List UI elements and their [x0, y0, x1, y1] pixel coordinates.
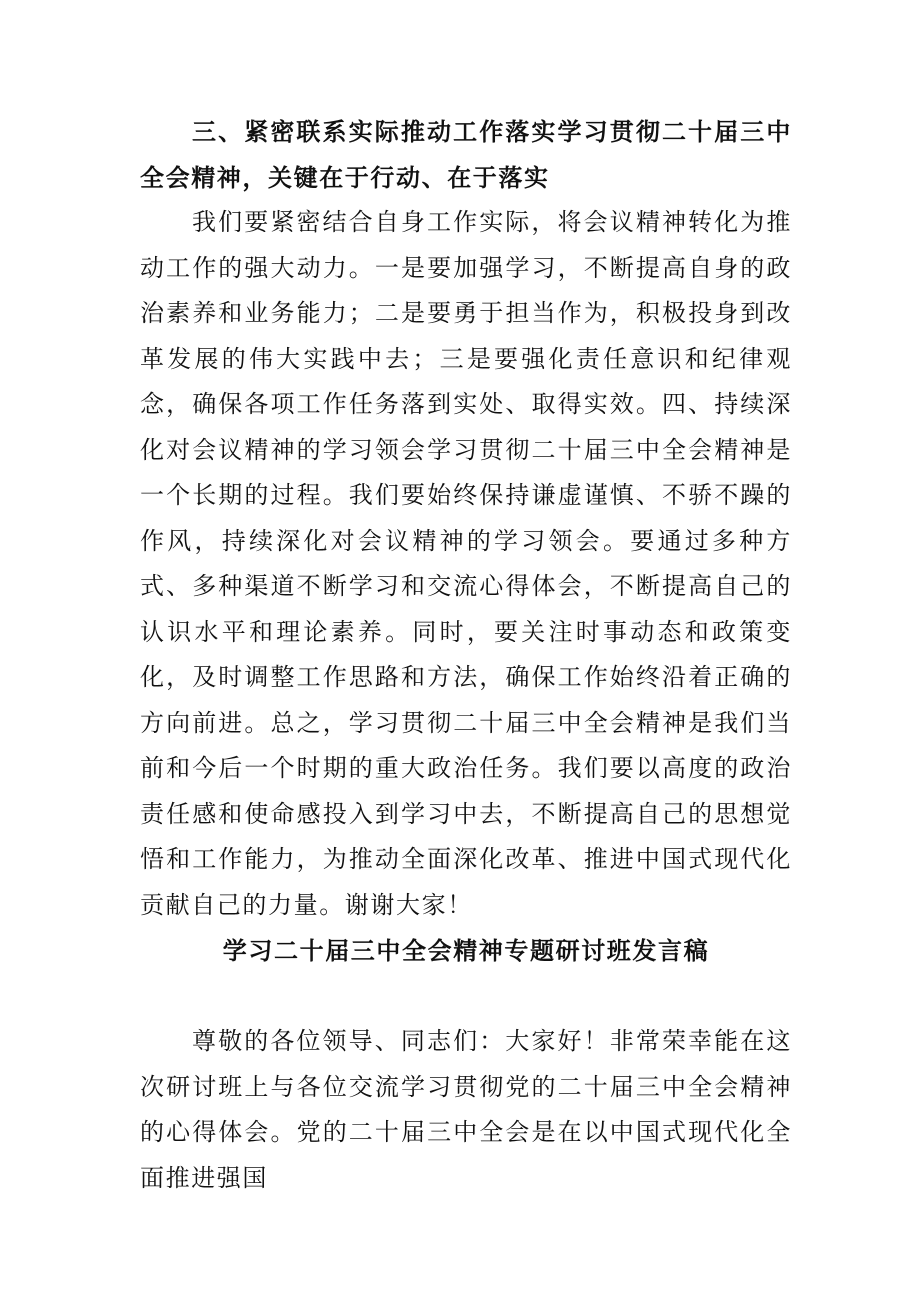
document-title: 学习二十届三中全会精神专题研讨班发言稿 [222, 936, 710, 965]
section-heading: 三、紧密联系实际推动工作落实学习贯彻二十届三中全会精神，关键在于行动、在于落实 [140, 117, 792, 192]
document-content [140, 109, 792, 1201]
opening-paragraph: 尊敬的各位领导、同志们：大家好！非常荣幸能在这次研讨班上与各位交流学习贯彻党的二十届三中全会精神的心得体会。党的二十届三中全会是在以中国式现代化全面推进强国 [140, 1027, 792, 1192]
section-body-paragraph: 我们要紧密结合自身工作实际，将会议精神转化为推动工作的强大动力。一是要加强学习，不断提高自身的政治素养和业务能力；二是要勇于担当作为，积极投身到改革发展的伟大实践中去；三是要强化责任意识和纪律观念，确保各项工作任务落到实处、取得实效。四、持续深化对会议精神的学习领会学习贯彻二十届三中全会精神是一个长期的过程。我们要始终保持谦虚谨慎、不骄不躁的作风，持续深化对会议精神的学习领会。要通过多种方式、多种渠道不断学习和交流心得体会，不断提高自己的认识水平和理论素养。同时，要关注时事动态和政策变化，及时调整工作思路和方法，确保工作始终沿着正确的方向前进。总之，学习贯彻二十届三中全会精神是我们当前和今后一个时期的重大政治任务。我们要以高度的政治责任感和使命感投入到学习中去，不断提高自己的思想觉悟和工作能力，为推动全面深化改革、推进中国式现代化贡献自己的力量。谢谢大家！ [140, 208, 792, 919]
blank-line [140, 974, 792, 1020]
